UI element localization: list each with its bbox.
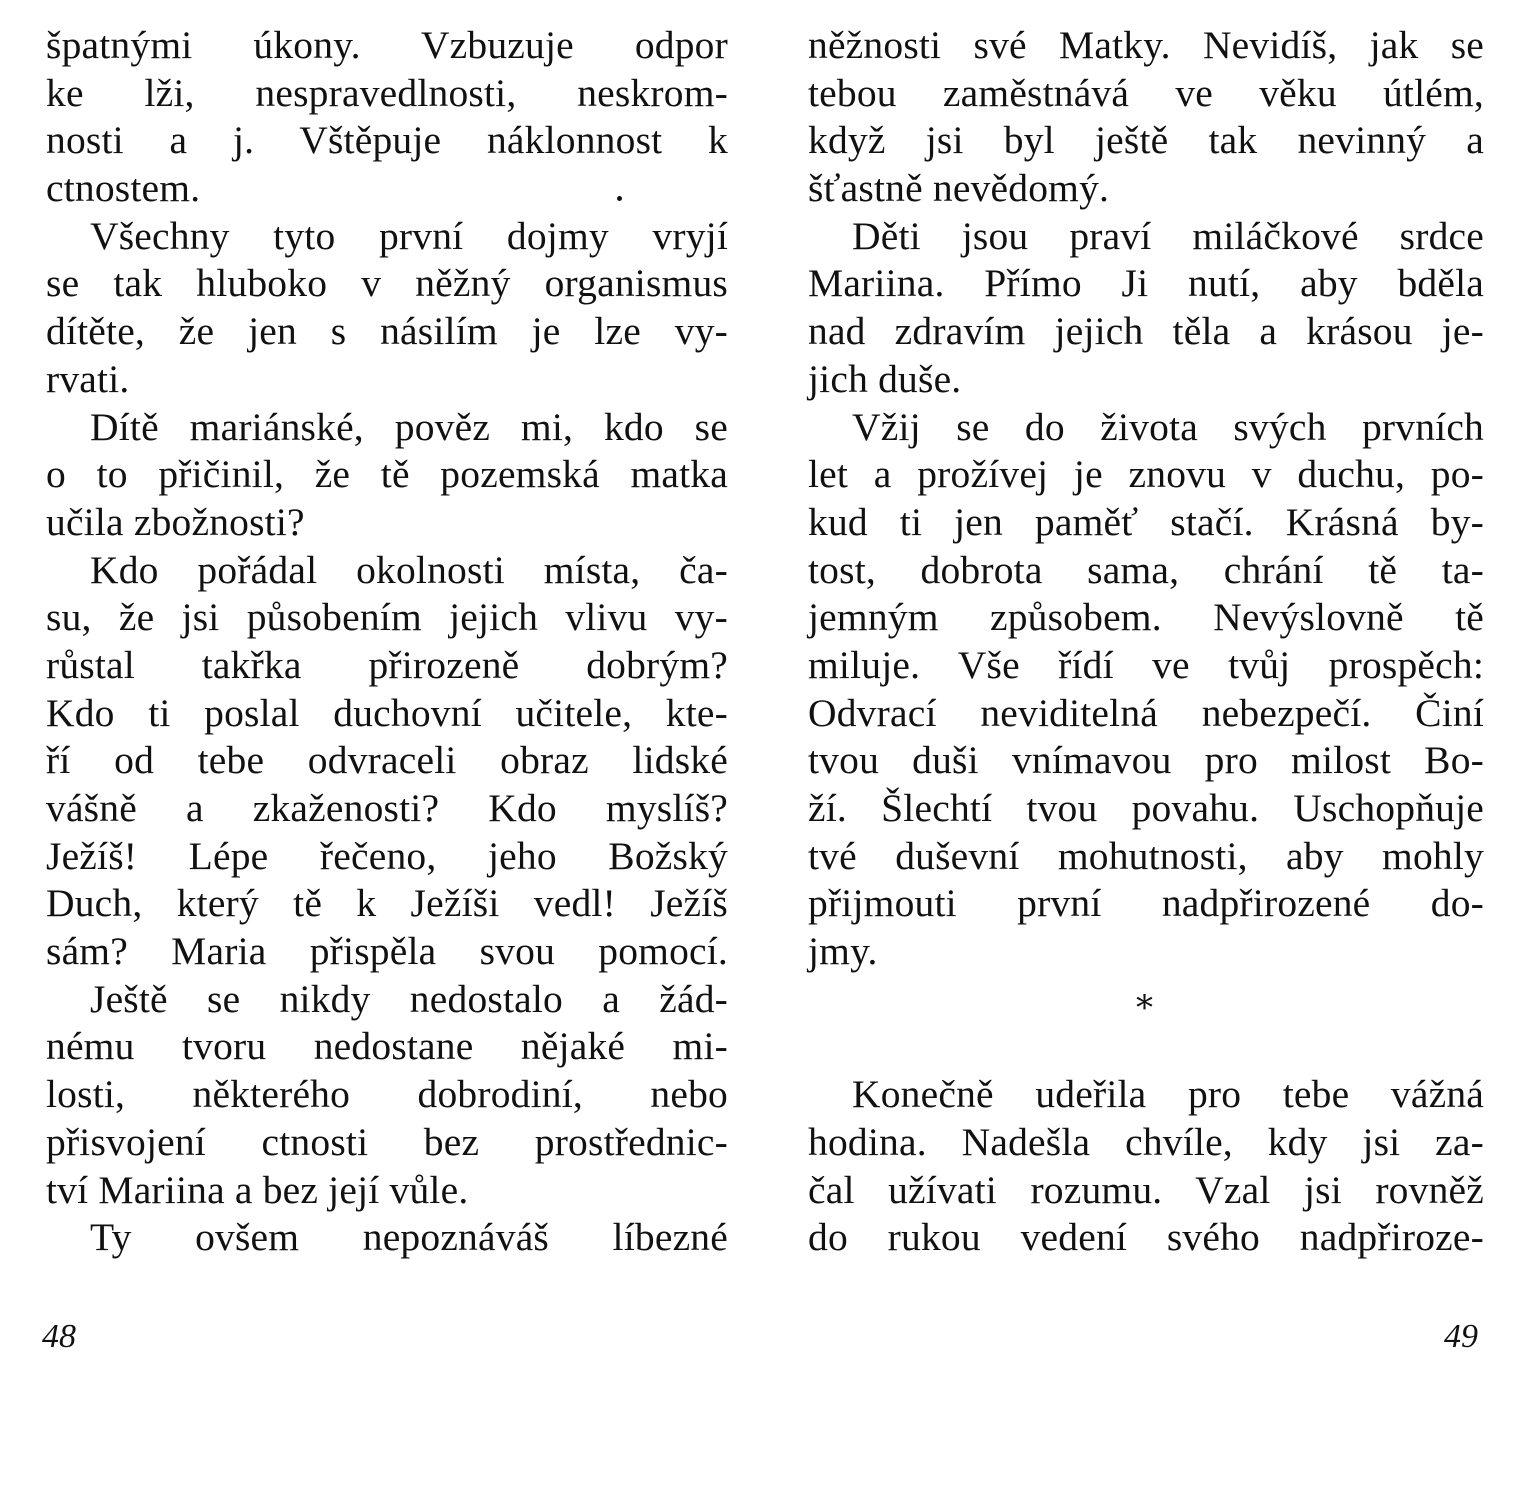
text-line: ží. Šlechtí tvou povahu. Uschopňuje xyxy=(808,786,1484,830)
text-line: kud ti jen paměť stačí. Krásná by- xyxy=(808,499,1484,544)
text-line: Děti jsou praví miláčkové srdce xyxy=(852,213,1484,258)
text-line: o to přičinil, že tě pozemská matka xyxy=(46,452,728,497)
text-line: ctnostem. xyxy=(46,166,201,211)
text-line: sám? Maria přispěla svou pomocí. xyxy=(46,929,728,974)
text-line: losti, některého dobrodiní, nebo xyxy=(46,1072,728,1117)
text-line: tví Mariina a bez její vůle. xyxy=(46,1167,469,1212)
text-line: Konečně udeřila pro tebe vážná xyxy=(852,1072,1484,1117)
text-line: dítěte, že jen s násilím je lze vy- xyxy=(46,309,728,354)
text-line: do rukou vedení svého nadpřiroze- xyxy=(808,1215,1484,1260)
text-line: Kdo pořádal okolnosti místa, ča- xyxy=(90,547,728,592)
text-line: jich duše. xyxy=(808,356,962,401)
text-line: nému tvoru nedostane nějaké mi- xyxy=(46,1024,728,1069)
text-line: ří od tebe odvraceli obraz lidské xyxy=(46,738,728,783)
text-line: Ještě se nikdy nedostalo a žád- xyxy=(90,976,728,1021)
text-line: Dítě mariánské, pověz mi, kdo se xyxy=(90,404,728,449)
text-line: čal užívati rozumu. Vzal jsi rovněž xyxy=(808,1167,1484,1212)
text-line: su, že jsi působením jejich vlivu vy- xyxy=(46,595,728,640)
text-line: Ježíš! Lépe řečeno, jeho Božský xyxy=(46,833,728,878)
text-line: miluje. Vše řídí ve tvůj prospěch: xyxy=(808,642,1484,687)
text-line: růstal takřka přirozeně dobrým? xyxy=(46,642,728,687)
page-number-left: 48 xyxy=(42,1318,76,1355)
text-line: tebou zaměstnává ve věku útlém, xyxy=(808,70,1484,115)
text-line: učila zbožnosti? xyxy=(46,499,305,544)
section-gap xyxy=(808,1023,1484,1071)
text-line: Všechny tyto první dojmy vryjí xyxy=(90,213,728,258)
text-line: Duch, který tě k Ježíši vedl! Ježíš xyxy=(46,881,728,926)
text-line: let a prožívej je znovu v duchu, po- xyxy=(808,452,1484,497)
text-line: se tak hluboko v něžný organismus xyxy=(46,261,728,306)
text-line: tost, dobrota sama, chrání tě ta- xyxy=(808,547,1484,592)
text-line: přisvojení ctnosti bez prostřednic- xyxy=(46,1119,728,1164)
right-page xyxy=(764,0,1528,1500)
page-number-right: 49 xyxy=(1444,1318,1478,1355)
text-line: něžnosti své Matky. Nevidíš, jak se xyxy=(808,23,1484,67)
text-line: jmy. xyxy=(808,929,878,974)
left-page-text xyxy=(46,22,728,1262)
text-line: tvou duši vnímavou pro milost Bo- xyxy=(808,738,1484,783)
text-line: Mariina. Přímo Ji nutí, aby bděla xyxy=(808,261,1484,306)
text-line: hodina. Nadešla chvíle, kdy jsi za- xyxy=(808,1119,1484,1164)
print-speck xyxy=(617,196,622,201)
text-line: nad zdravím jejich těla a krásou je- xyxy=(808,309,1484,354)
text-line: špatnými úkony. Vzbuzuje odpor xyxy=(46,23,728,67)
text-line: jemným způsobem. Nevýslovně tě xyxy=(808,595,1484,640)
text-line: když jsi byl ještě tak nevinný a xyxy=(808,118,1484,163)
text-line: tvé duševní mohutnosti, aby mohly xyxy=(808,833,1484,878)
right-page-text xyxy=(808,22,1484,1262)
text-line: nosti a j. Vštěpuje náklonnost k xyxy=(46,118,728,163)
text-line: Vžij se do života svých prvních xyxy=(852,404,1484,449)
text-line: Kdo ti poslal duchovní učitele, kte- xyxy=(46,690,728,735)
text-line: Odvrací neviditelná nebezpečí. Činí xyxy=(808,690,1484,735)
text-line: Ty ovšem nepoznáváš líbezné xyxy=(90,1215,728,1260)
text-line: ke lži, nespravedlnosti, neskrom- xyxy=(46,70,728,115)
section-separator: * xyxy=(1136,988,1153,1028)
text-line: vášně a zkaženosti? Kdo myslíš? xyxy=(46,786,728,830)
text-line: rvati. xyxy=(46,356,130,401)
text-line: šťastně nevědomý. xyxy=(808,166,1110,211)
text-line: přijmouti první nadpřirozené do- xyxy=(808,881,1484,926)
